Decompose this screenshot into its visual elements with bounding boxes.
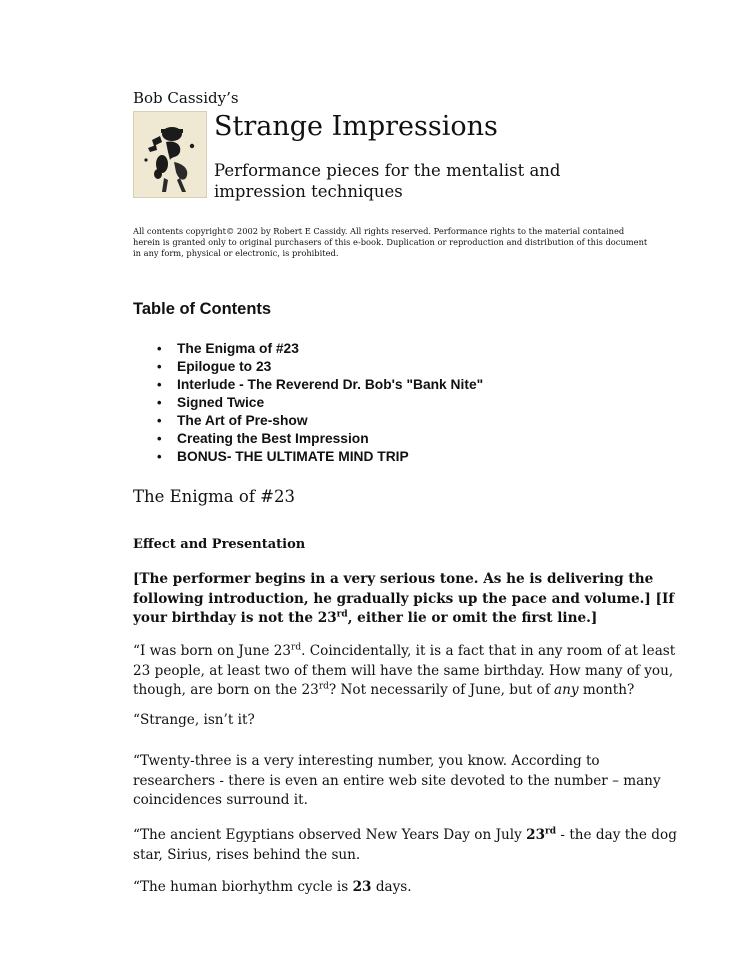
- text-run: - the day the dog star, Sirius, rises behind the sun.: [133, 827, 677, 863]
- body-paragraph: [133, 878, 678, 898]
- section-heading: The Enigma of #23: [133, 487, 295, 506]
- subsection-heading: Effect and Presentation: [133, 537, 306, 552]
- superscript: rd: [545, 826, 557, 837]
- text-run: ? Not necessarily of June, but of: [328, 682, 555, 698]
- copyright-notice: All contents copyright© 2002 by Robert E Cassidy. All rights reserved. Performance rights to the material contained herein is granted only to original purchasers of this e-book. Duplication or reproduction and distribution of this document in any form, physical or electronic, is prohibited.: [133, 226, 648, 259]
- book-title: Strange Impressions: [214, 111, 498, 142]
- toc-list: [157, 340, 483, 466]
- toc-item[interactable]: • Interlude - The Reverend Dr. Bob's "Bank Nite": [157, 376, 483, 394]
- text-run: “The human biorhythm cycle is: [133, 879, 353, 895]
- toc-item[interactable]: • Creating the Best Impression: [157, 430, 483, 448]
- body-paragraph: “Strange, isn’t it?: [133, 712, 255, 728]
- author-name: Bob Cassidy’s: [133, 89, 239, 107]
- text-run: . Coincidentally, it is a fact that in any room of at least 23 people, at least two of them will have the same birthday. How many of you, though, are born on the 23: [133, 643, 676, 698]
- stage-direction-paragraph: [133, 570, 678, 629]
- toc-item[interactable]: • Signed Twice: [157, 394, 483, 412]
- toc-item[interactable]: • Epilogue to 23: [157, 358, 483, 376]
- book-logo-image: [133, 111, 207, 198]
- text-run: days.: [371, 879, 412, 895]
- emphasis: any: [554, 682, 579, 698]
- superscript: rd: [291, 642, 302, 653]
- toc-item[interactable]: • BONUS- THE ULTIMATE MIND TRIP: [157, 448, 483, 466]
- text-run: “I was born on June 23: [133, 643, 292, 659]
- body-paragraph: “Twenty-three is a very interesting number, you know. According to researchers - there is even an entire web site devoted to the number – many coincidences surround it.: [133, 753, 661, 808]
- body-paragraph: [133, 826, 678, 865]
- bold-number: 23: [352, 879, 372, 895]
- text-run: [The performer begins in a very serious tone. As he is delivering the following introduction, he gradually picks up the pace and volume.] [If your birthday is not the 23: [133, 571, 675, 626]
- toc-heading: Table of Contents: [133, 300, 272, 318]
- toc-item[interactable]: • The Enigma of #23: [157, 340, 483, 358]
- text-run: , either lie or omit the first line.]: [347, 610, 598, 626]
- text-run: month?: [578, 682, 635, 698]
- text-run: “The ancient Egyptians observed New Years Day on July: [133, 827, 527, 843]
- superscript: rd: [318, 681, 329, 692]
- superscript: rd: [336, 609, 348, 620]
- silhouette-figure-icon: [134, 112, 206, 197]
- bold-number: 23: [526, 827, 546, 843]
- body-paragraph: [133, 642, 678, 701]
- toc-item[interactable]: • The Art of Pre-show: [157, 412, 483, 430]
- book-subtitle: Performance pieces for the mentalist and impression techniques: [214, 161, 561, 201]
